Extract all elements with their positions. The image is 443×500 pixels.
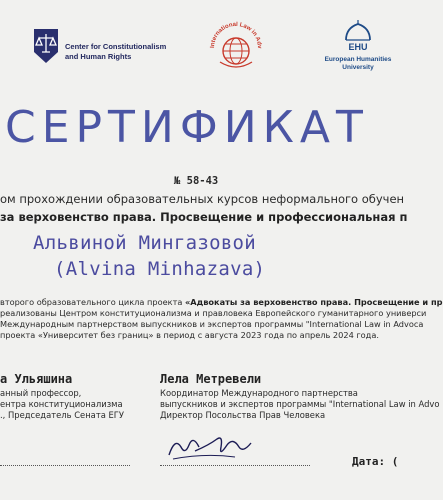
left-signatory-role [0,388,124,421]
certificate-body [0,297,443,341]
ccs-line1: Center for Constitutionalism [65,42,167,51]
certificate-title: СЕРТИФИКАТ [5,102,369,153]
intro-line-1: ом прохождении образовательных курсов неформального обучен [0,192,405,206]
ehu-dome-icon [342,20,374,54]
left-signature-line [0,465,130,466]
handwritten-signature [165,425,255,465]
left-signatory-name: а Ульяшина [0,372,73,386]
body-line-2: реализованы Центром конституционализма и правловека Европейского гуманитарного универси [0,308,427,318]
right-role-line-3: Директор Посольства Прав Человека [160,410,326,420]
recipient-name-ru: Альвиной Мингазовой [33,232,257,254]
ccs-logo [33,28,193,68]
ehu-mark: EHU [348,42,368,52]
scales-of-justice-icon [33,28,59,64]
body-line-1-text: второго образовательного цикла проекта [0,297,185,307]
ila-logo [206,18,266,78]
ccs-line2: and Human Rights [65,52,132,61]
certificate-number: № 58-43 [174,175,219,187]
body-line-3: Международным партнерством выпускников и экспертов программы "International Law in Advoca [0,319,424,329]
ehu-logo [322,20,392,80]
intro-line-2: за верховенство права. Просвещение и профессиональная п [0,210,408,224]
left-role-line-3: ., Председатель Сената ЕГУ [0,410,124,420]
body-line-1 [0,297,443,308]
left-role-line-2: ентра конституционализма [0,399,123,409]
right-signatory-name: Лела Метревели [160,372,262,386]
left-role-line-1: анный профессор, [0,388,82,398]
right-role-line-1: Координатор Международного партнерства [160,388,358,398]
recipient-name-en: (Alvina Minhazava) [54,258,266,280]
ehu-line2: University [342,64,374,71]
ehu-line1: European Humanities [324,56,392,63]
ehu-logo-text [322,56,394,72]
right-signature-line [160,465,310,466]
svg-text:International Law in Advocacy [206,18,262,49]
body-line-4: проекта «Университет без границ» в период с августа 2023 года по апрель 2024 года. [0,330,379,340]
project-name: «Адвокаты за верховенство права. Просвещение и пр [184,297,443,307]
date-label: Дата: ( [352,455,399,468]
ccs-logo-text [65,42,166,62]
ila-ring-text: International Law in Adv [209,21,263,49]
right-role-line-2: выпускников и экспертов программы "International Law in Advo [160,399,440,409]
right-signatory-role [160,388,439,421]
